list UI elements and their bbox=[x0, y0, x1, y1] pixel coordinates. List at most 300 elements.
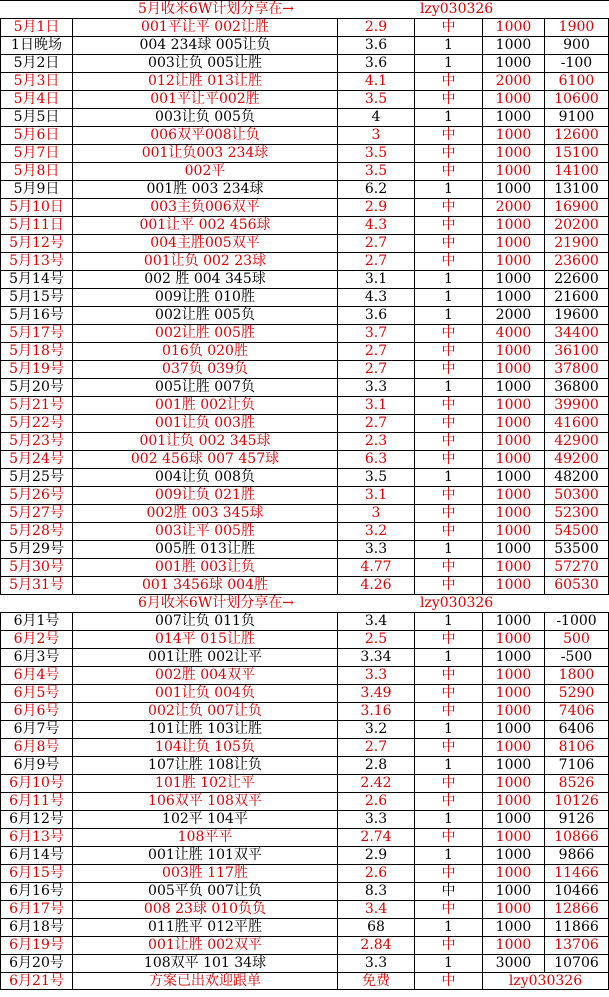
record-row bbox=[0, 918, 609, 936]
total-cell: 11866 bbox=[544, 919, 609, 936]
total-cell: 1900 bbox=[544, 19, 609, 36]
date-cell: 5月21号 bbox=[0, 397, 72, 414]
total-cell: 13100 bbox=[544, 181, 609, 198]
result-cell: 中 bbox=[414, 163, 482, 180]
stake-cell: 1000 bbox=[482, 343, 544, 360]
date-cell: 1日晚场 bbox=[0, 37, 72, 54]
odds-cell: 4.77 bbox=[337, 559, 414, 576]
stake-cell: 1000 bbox=[482, 181, 544, 198]
odds-cell: 3.6 bbox=[337, 37, 414, 54]
odds-cell: 2.3 bbox=[337, 433, 414, 450]
record-row bbox=[0, 468, 609, 486]
total-cell: 1800 bbox=[544, 667, 609, 684]
total-cell: 10126 bbox=[544, 793, 609, 810]
result-cell: 中 bbox=[414, 253, 482, 270]
stake-cell: 1000 bbox=[482, 289, 544, 306]
total-cell: 57270 bbox=[544, 559, 609, 576]
record-row bbox=[0, 252, 609, 270]
date-cell: 6月7号 bbox=[0, 721, 72, 738]
total-cell: 34400 bbox=[544, 325, 609, 342]
record-row bbox=[0, 702, 609, 720]
record-row bbox=[0, 144, 609, 162]
date-cell: 5月18号 bbox=[0, 343, 72, 360]
total-cell: 21600 bbox=[544, 289, 609, 306]
date-cell: 5月13号 bbox=[0, 253, 72, 270]
pick-cell: 001让负003 234球 bbox=[72, 145, 337, 162]
stake-cell: 1000 bbox=[482, 685, 544, 702]
total-cell: 12600 bbox=[544, 127, 609, 144]
pick-cell: 001胜 003让负 bbox=[72, 559, 337, 576]
record-row bbox=[0, 36, 609, 54]
odds-cell: 3.3 bbox=[337, 811, 414, 828]
odds-cell: 3.1 bbox=[337, 271, 414, 288]
result-cell: 中 bbox=[414, 217, 482, 234]
total-cell: 53500 bbox=[544, 541, 609, 558]
pick-cell: 012让胜 013让胜 bbox=[72, 73, 337, 90]
record-row bbox=[0, 414, 609, 432]
record-row bbox=[0, 396, 609, 414]
pick-cell: 002让胜 005负 bbox=[72, 307, 337, 324]
date-cell: 5月24号 bbox=[0, 451, 72, 468]
pick-cell: 011胜平 012平胜 bbox=[72, 919, 337, 936]
record-row bbox=[0, 756, 609, 774]
date-cell: 5月14号 bbox=[0, 271, 72, 288]
date-cell: 5月1日 bbox=[0, 19, 72, 36]
record-row bbox=[0, 630, 609, 648]
footer-pick-cell: 方案已出欢迎跟单 bbox=[72, 973, 337, 990]
pick-cell: 003胜 117胜 bbox=[72, 865, 337, 882]
date-cell: 5月27号 bbox=[0, 505, 72, 522]
record-row bbox=[0, 306, 609, 324]
date-cell: 6月15号 bbox=[0, 865, 72, 882]
date-cell: 6月19号 bbox=[0, 937, 72, 954]
total-cell: 39900 bbox=[544, 397, 609, 414]
result-cell: 中 bbox=[414, 73, 482, 90]
pick-cell: 101胜 102让平 bbox=[72, 775, 337, 792]
pick-cell: 001让胜 002双平 bbox=[72, 937, 337, 954]
date-cell: 5月16号 bbox=[0, 307, 72, 324]
result-cell: 中 bbox=[414, 865, 482, 882]
result-cell: 中 bbox=[414, 19, 482, 36]
date-cell: 6月17号 bbox=[0, 901, 72, 918]
pick-cell: 108双平 101 34球 bbox=[72, 955, 337, 972]
date-cell: 5月20号 bbox=[0, 379, 72, 396]
record-row bbox=[0, 810, 609, 828]
record-row bbox=[0, 360, 609, 378]
stake-cell: 1000 bbox=[482, 721, 544, 738]
record-row bbox=[0, 126, 609, 144]
date-cell: 5月6日 bbox=[0, 127, 72, 144]
record-row bbox=[0, 684, 609, 702]
footer-date-cell: 6月21号 bbox=[0, 973, 72, 990]
result-cell: 1 bbox=[414, 469, 482, 486]
date-cell: 5月25号 bbox=[0, 469, 72, 486]
total-cell: 7106 bbox=[544, 757, 609, 774]
record-row bbox=[0, 828, 609, 846]
odds-cell: 6.2 bbox=[337, 181, 414, 198]
record-row bbox=[0, 864, 609, 882]
contact-id: lzy030326 bbox=[420, 1, 494, 17]
odds-cell: 2.7 bbox=[337, 415, 414, 432]
stake-cell: 1000 bbox=[482, 127, 544, 144]
stake-cell: 1000 bbox=[482, 433, 544, 450]
total-cell: 49200 bbox=[544, 451, 609, 468]
odds-cell: 2.7 bbox=[337, 235, 414, 252]
total-cell: 21900 bbox=[544, 235, 609, 252]
record-row bbox=[0, 900, 609, 918]
pick-cell: 003主负006双平 bbox=[72, 199, 337, 216]
pick-cell: 001让胜 101双平 bbox=[72, 847, 337, 864]
odds-cell: 3.4 bbox=[337, 901, 414, 918]
result-cell: 1 bbox=[414, 271, 482, 288]
date-cell: 6月4号 bbox=[0, 667, 72, 684]
odds-cell: 3.5 bbox=[337, 469, 414, 486]
total-cell: 10466 bbox=[544, 883, 609, 900]
result-cell: 中 bbox=[414, 325, 482, 342]
total-cell: 50300 bbox=[544, 487, 609, 504]
date-cell: 5月23号 bbox=[0, 433, 72, 450]
pick-cell: 002胜 004双平 bbox=[72, 667, 337, 684]
stake-cell: 1000 bbox=[482, 847, 544, 864]
stake-cell: 1000 bbox=[482, 937, 544, 954]
pick-cell: 014平 015让胜 bbox=[72, 631, 337, 648]
odds-cell: 3.6 bbox=[337, 55, 414, 72]
record-row bbox=[0, 288, 609, 306]
odds-cell: 4 bbox=[337, 109, 414, 126]
pick-cell: 016负 020胜 bbox=[72, 343, 337, 360]
date-cell: 6月10号 bbox=[0, 775, 72, 792]
pick-cell: 001 3456球 004胜 bbox=[72, 577, 337, 594]
pick-cell: 001让负 004负 bbox=[72, 685, 337, 702]
odds-cell: 2.7 bbox=[337, 343, 414, 360]
result-cell: 中 bbox=[414, 559, 482, 576]
result-cell: 中 bbox=[414, 667, 482, 684]
total-cell: 10706 bbox=[544, 955, 609, 972]
stake-cell: 1000 bbox=[482, 901, 544, 918]
total-cell: 6100 bbox=[544, 73, 609, 90]
result-cell: 中 bbox=[414, 199, 482, 216]
result-cell: 中 bbox=[414, 829, 482, 846]
record-row bbox=[0, 162, 609, 180]
total-cell: 60530 bbox=[544, 577, 609, 594]
stake-cell: 1000 bbox=[482, 451, 544, 468]
date-cell: 6月13号 bbox=[0, 829, 72, 846]
stake-cell: 2000 bbox=[482, 307, 544, 324]
footer-odds-cell: 免费 bbox=[337, 973, 414, 990]
pick-cell: 008 23球 010负负 bbox=[72, 901, 337, 918]
total-cell: 10866 bbox=[544, 829, 609, 846]
odds-cell: 2.5 bbox=[337, 631, 414, 648]
date-cell: 5月17号 bbox=[0, 325, 72, 342]
record-row bbox=[0, 774, 609, 792]
result-cell: 1 bbox=[414, 55, 482, 72]
stake-cell: 1000 bbox=[482, 559, 544, 576]
date-cell: 5月3日 bbox=[0, 73, 72, 90]
stake-cell: 1000 bbox=[482, 577, 544, 594]
odds-cell: 3.2 bbox=[337, 721, 414, 738]
date-cell: 6月18号 bbox=[0, 919, 72, 936]
date-cell: 5月28号 bbox=[0, 523, 72, 540]
total-cell: 19600 bbox=[544, 307, 609, 324]
odds-cell: 3.49 bbox=[337, 685, 414, 702]
stake-cell: 1000 bbox=[482, 217, 544, 234]
section-title: 6月收米6W计划分享在→ bbox=[138, 595, 294, 611]
record-row bbox=[0, 612, 609, 630]
odds-cell: 68 bbox=[337, 919, 414, 936]
odds-cell: 6.3 bbox=[337, 451, 414, 468]
total-cell: 13706 bbox=[544, 937, 609, 954]
result-cell: 中 bbox=[414, 415, 482, 432]
pick-cell: 102平 104平 bbox=[72, 811, 337, 828]
date-cell: 6月1号 bbox=[0, 613, 72, 630]
pick-cell: 108平平 bbox=[72, 829, 337, 846]
record-row bbox=[0, 216, 609, 234]
record-row bbox=[0, 882, 609, 900]
odds-cell: 2.7 bbox=[337, 739, 414, 756]
pick-cell: 003让负 005让胜 bbox=[72, 55, 337, 72]
result-cell: 1 bbox=[414, 811, 482, 828]
total-cell: 10600 bbox=[544, 91, 609, 108]
result-cell: 1 bbox=[414, 379, 482, 396]
odds-cell: 3.1 bbox=[337, 397, 414, 414]
date-cell: 6月9号 bbox=[0, 757, 72, 774]
result-cell: 1 bbox=[414, 181, 482, 198]
pick-cell: 002 456球 007 457球 bbox=[72, 451, 337, 468]
pick-cell: 003让平 005胜 bbox=[72, 523, 337, 540]
record-row bbox=[0, 450, 609, 468]
result-cell: 中 bbox=[414, 487, 482, 504]
odds-cell: 3.7 bbox=[337, 325, 414, 342]
result-cell: 1 bbox=[414, 847, 482, 864]
pick-cell: 001让胜 002让平 bbox=[72, 649, 337, 666]
result-cell: 中 bbox=[414, 883, 482, 900]
total-cell: 36800 bbox=[544, 379, 609, 396]
odds-cell: 3.34 bbox=[337, 649, 414, 666]
result-cell: 1 bbox=[414, 109, 482, 126]
stake-cell: 1000 bbox=[482, 109, 544, 126]
odds-cell: 2.6 bbox=[337, 865, 414, 882]
odds-cell: 3.6 bbox=[337, 307, 414, 324]
stake-cell: 2000 bbox=[482, 73, 544, 90]
odds-cell: 2.7 bbox=[337, 253, 414, 270]
stake-cell: 1000 bbox=[482, 775, 544, 792]
total-cell: 11466 bbox=[544, 865, 609, 882]
pick-cell: 004主胜005双平 bbox=[72, 235, 337, 252]
pick-cell: 001胜 002让负 bbox=[72, 397, 337, 414]
record-row bbox=[0, 666, 609, 684]
pick-cell: 001平让平 002让胜 bbox=[72, 19, 337, 36]
odds-cell: 2.9 bbox=[337, 19, 414, 36]
record-row bbox=[0, 270, 609, 288]
total-cell: 23600 bbox=[544, 253, 609, 270]
result-cell: 中 bbox=[414, 91, 482, 108]
stake-cell: 1000 bbox=[482, 523, 544, 540]
date-cell: 5月15号 bbox=[0, 289, 72, 306]
total-cell: -100 bbox=[544, 55, 609, 72]
result-cell: 1 bbox=[414, 613, 482, 630]
total-cell: 48200 bbox=[544, 469, 609, 486]
result-cell: 中 bbox=[414, 703, 482, 720]
pick-cell: 107让胜 108让负 bbox=[72, 757, 337, 774]
record-row bbox=[0, 720, 609, 738]
date-cell: 5月8日 bbox=[0, 163, 72, 180]
total-cell: 7406 bbox=[544, 703, 609, 720]
date-cell: 6月14号 bbox=[0, 847, 72, 864]
result-cell: 1 bbox=[414, 289, 482, 306]
result-cell: 1 bbox=[414, 955, 482, 972]
date-cell: 5月19号 bbox=[0, 361, 72, 378]
stake-cell: 1000 bbox=[482, 91, 544, 108]
pick-cell: 001让负 003胜 bbox=[72, 415, 337, 432]
stake-cell: 1000 bbox=[482, 703, 544, 720]
result-cell: 中 bbox=[414, 631, 482, 648]
stake-cell: 1000 bbox=[482, 163, 544, 180]
date-cell: 5月2日 bbox=[0, 55, 72, 72]
total-cell: 42900 bbox=[544, 433, 609, 450]
date-cell: 6月12号 bbox=[0, 811, 72, 828]
odds-cell: 2.9 bbox=[337, 199, 414, 216]
odds-cell: 3.4 bbox=[337, 613, 414, 630]
stake-cell: 1000 bbox=[482, 793, 544, 810]
date-cell: 5月26号 bbox=[0, 487, 72, 504]
total-cell: -1000 bbox=[544, 613, 609, 630]
odds-cell: 3 bbox=[337, 505, 414, 522]
result-cell: 中 bbox=[414, 739, 482, 756]
date-cell: 5月7日 bbox=[0, 145, 72, 162]
stake-cell: 1000 bbox=[482, 829, 544, 846]
record-row bbox=[0, 324, 609, 342]
stake-cell: 1000 bbox=[482, 505, 544, 522]
result-cell: 1 bbox=[414, 37, 482, 54]
pick-cell: 004 234球 005让负 bbox=[72, 37, 337, 54]
date-cell: 5月12号 bbox=[0, 235, 72, 252]
stake-cell: 1000 bbox=[482, 415, 544, 432]
total-cell: 500 bbox=[544, 631, 609, 648]
record-row bbox=[0, 738, 609, 756]
footer-contact-cell: lzy030326 bbox=[482, 973, 609, 990]
pick-cell: 005让胜 007负 bbox=[72, 379, 337, 396]
record-row bbox=[0, 432, 609, 450]
footer-result-cell: 中 bbox=[414, 973, 482, 990]
total-cell: 6406 bbox=[544, 721, 609, 738]
date-cell: 5月5日 bbox=[0, 109, 72, 126]
pick-cell: 002 胜 004 345球 bbox=[72, 271, 337, 288]
stake-cell: 1000 bbox=[482, 19, 544, 36]
result-cell: 中 bbox=[414, 127, 482, 144]
total-cell: 900 bbox=[544, 37, 609, 54]
pick-cell: 004让负 008负 bbox=[72, 469, 337, 486]
total-cell: 54500 bbox=[544, 523, 609, 540]
result-cell: 1 bbox=[414, 757, 482, 774]
total-cell: 14100 bbox=[544, 163, 609, 180]
odds-cell: 2.6 bbox=[337, 793, 414, 810]
result-cell: 中 bbox=[414, 937, 482, 954]
odds-cell: 3.3 bbox=[337, 667, 414, 684]
record-row bbox=[0, 504, 609, 522]
stake-cell: 2000 bbox=[482, 199, 544, 216]
result-cell: 1 bbox=[414, 721, 482, 738]
result-cell: 中 bbox=[414, 775, 482, 792]
record-row bbox=[0, 558, 609, 576]
stake-cell: 1000 bbox=[482, 487, 544, 504]
contact-id: lzy030326 bbox=[420, 595, 494, 611]
result-cell: 中 bbox=[414, 433, 482, 450]
result-cell: 1 bbox=[414, 649, 482, 666]
result-cell: 中 bbox=[414, 685, 482, 702]
odds-cell: 2.7 bbox=[337, 361, 414, 378]
stake-cell: 4000 bbox=[482, 325, 544, 342]
pick-cell: 001让负 002 23球 bbox=[72, 253, 337, 270]
total-cell: -500 bbox=[544, 649, 609, 666]
pick-cell: 104让负 105负 bbox=[72, 739, 337, 756]
pick-cell: 002让负 007让负 bbox=[72, 703, 337, 720]
date-cell: 5月9日 bbox=[0, 181, 72, 198]
odds-cell: 3.16 bbox=[337, 703, 414, 720]
odds-cell: 2.42 bbox=[337, 775, 414, 792]
total-cell: 8106 bbox=[544, 739, 609, 756]
total-cell: 16900 bbox=[544, 199, 609, 216]
total-cell: 15100 bbox=[544, 145, 609, 162]
result-cell: 中 bbox=[414, 523, 482, 540]
result-cell: 1 bbox=[414, 307, 482, 324]
pick-cell: 001让负 002 345球 bbox=[72, 433, 337, 450]
record-row bbox=[0, 108, 609, 126]
stake-cell: 1000 bbox=[482, 397, 544, 414]
date-cell: 5月31号 bbox=[0, 577, 72, 594]
date-cell: 5月4日 bbox=[0, 91, 72, 108]
odds-cell: 3.5 bbox=[337, 145, 414, 162]
total-cell: 36100 bbox=[544, 343, 609, 360]
total-cell: 9866 bbox=[544, 847, 609, 864]
date-cell: 5月22号 bbox=[0, 415, 72, 432]
stake-cell: 1000 bbox=[482, 649, 544, 666]
record-row bbox=[0, 198, 609, 216]
record-row bbox=[0, 522, 609, 540]
odds-cell: 3.3 bbox=[337, 379, 414, 396]
odds-cell: 8.3 bbox=[337, 883, 414, 900]
stake-cell: 1000 bbox=[482, 739, 544, 756]
total-cell: 22600 bbox=[544, 271, 609, 288]
stake-cell: 1000 bbox=[482, 235, 544, 252]
pick-cell: 001胜 003 234球 bbox=[72, 181, 337, 198]
odds-cell: 4.3 bbox=[337, 289, 414, 306]
record-row bbox=[0, 378, 609, 396]
record-row bbox=[0, 234, 609, 252]
date-cell: 6月2号 bbox=[0, 631, 72, 648]
record-row bbox=[0, 936, 609, 954]
stake-cell: 1000 bbox=[482, 811, 544, 828]
odds-cell: 3.1 bbox=[337, 487, 414, 504]
odds-cell: 3.5 bbox=[337, 91, 414, 108]
stake-cell: 1000 bbox=[482, 757, 544, 774]
pick-cell: 037负 039负 bbox=[72, 361, 337, 378]
pick-cell: 003让负 005负 bbox=[72, 109, 337, 126]
odds-cell: 2.8 bbox=[337, 757, 414, 774]
pick-cell: 002让胜 005胜 bbox=[72, 325, 337, 342]
odds-cell: 2.84 bbox=[337, 937, 414, 954]
result-cell: 中 bbox=[414, 577, 482, 594]
result-cell: 中 bbox=[414, 505, 482, 522]
odds-cell: 4.1 bbox=[337, 73, 414, 90]
date-cell: 5月10日 bbox=[0, 199, 72, 216]
stake-cell: 3000 bbox=[482, 955, 544, 972]
date-cell: 6月8号 bbox=[0, 739, 72, 756]
result-cell: 中 bbox=[414, 361, 482, 378]
stake-cell: 1000 bbox=[482, 253, 544, 270]
result-cell: 中 bbox=[414, 343, 482, 360]
section-header-row bbox=[0, 0, 609, 18]
odds-cell: 3.5 bbox=[337, 163, 414, 180]
